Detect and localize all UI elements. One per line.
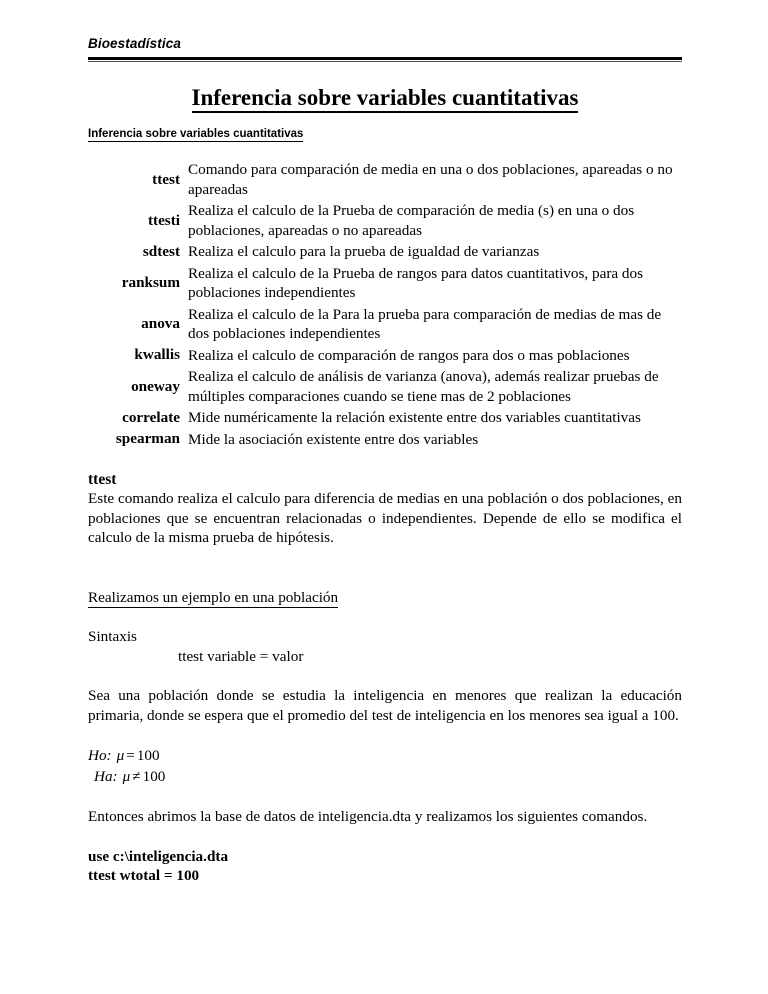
command-name-cell: oneway: [131, 377, 180, 395]
command-table-body: [88, 159, 682, 450]
command-description-cell: Mide numéricamente la relación existente entre dos variables cuantitativas: [188, 409, 641, 426]
command-description-cell: Realiza el calculo de análisis de varianza (anova), además realizar pruebas de múltiples comparaciones cuando se tiene mas de 2 poblaciones: [188, 368, 659, 405]
table-row: [88, 159, 682, 200]
table-row: [88, 304, 682, 345]
alternative-hypothesis-label: Ha:: [94, 768, 118, 785]
command-name-cell: correlate: [122, 408, 180, 426]
example-context-paragraph: Sea una población donde se estudia la inteligencia en menores que realizan la educación primaria, donde se espera que el promedio del test de inteligencia en los menores sea igual a 100.: [88, 687, 682, 724]
command-description-cell: Mide la asociación existente entre dos variables: [188, 430, 479, 448]
example-section-heading: [88, 588, 682, 608]
command-line-use: use c:\inteligencia.dta: [88, 847, 229, 865]
table-row: [88, 429, 682, 451]
null-hypothesis-parameter: μ: [116, 747, 125, 764]
command-name-cell: anova: [141, 315, 180, 332]
document-page: [88, 0, 682, 886]
spacer: [88, 725, 682, 745]
table-row: [88, 263, 682, 304]
syntax-label: [88, 627, 682, 647]
syntax-label-text: Sintaxis: [88, 628, 137, 645]
null-hypothesis-value: 100: [136, 747, 160, 764]
null-hypothesis-operator: =: [126, 747, 135, 764]
command-reference-table: [88, 159, 682, 450]
spacer: [88, 787, 682, 807]
table-row: [88, 407, 682, 429]
command-name-cell: spearman: [115, 430, 180, 448]
command-description-cell: Realiza el calculo de la Para la prueba para comparación de medias de mas de dos poblaciones independientes: [188, 305, 662, 342]
spacer: [88, 548, 682, 588]
null-hypothesis-label: Ho:: [88, 747, 112, 764]
command-name-cell: sdtest: [142, 242, 180, 260]
ttest-section-heading: ttest: [88, 471, 117, 488]
command-description-cell: Comando para comparación de media en una o dos poblaciones, apareadas o no apareadas: [188, 161, 673, 198]
command-description-cell: Realiza el calculo de la Prueba de rangos para datos cuantitativos, para dos poblaciones independientes: [188, 264, 644, 301]
command-name-cell: ranksum: [121, 274, 180, 291]
command-description-cell: Realiza el calculo para la prueba de igualdad de varianzas: [188, 243, 540, 260]
command-line-ttest: ttest wtotal = 100: [88, 867, 200, 884]
section-subtitle-text: Inferencia sobre variables cuantitativas: [88, 128, 304, 140]
table-row: [88, 345, 682, 367]
running-header: Bioestadística: [88, 36, 181, 51]
instruction-paragraph: Entonces abrimos la base de datos de inteligencia.dta y realizamos los siguientes comandos.: [88, 808, 648, 825]
syntax-code-line: ttest variable = valor: [178, 647, 304, 665]
table-row: [88, 241, 682, 263]
alternative-hypothesis-value: 100: [142, 768, 166, 785]
table-row: [88, 366, 682, 407]
spacer: [88, 827, 682, 847]
header-divider-rule: [88, 57, 682, 62]
command-name-cell: kwallis: [134, 346, 180, 364]
spacer: [88, 666, 682, 686]
page-title: [88, 84, 682, 111]
alternative-hypothesis: [88, 766, 682, 787]
null-hypothesis: [88, 745, 682, 766]
alternative-hypothesis-operator: ≠: [132, 768, 141, 785]
table-row: [88, 200, 682, 241]
command-name-cell: ttesti: [147, 211, 180, 229]
page-title-text: Inferencia sobre variables cuantitativas: [192, 85, 579, 113]
command-name-cell: ttest: [152, 170, 180, 188]
spacer: [88, 607, 682, 627]
alternative-hypothesis-parameter: μ: [122, 768, 131, 785]
section-subtitle: [88, 127, 682, 141]
command-description-cell: Realiza el calculo de la Prueba de comparación de media (s) en una o dos poblaciones, apareadas o no apareadas: [188, 202, 635, 239]
example-section-heading-text: Realizamos un ejemplo en una población: [88, 588, 339, 606]
command-description-cell: Realiza el calculo de comparación de rangos para dos o mas poblaciones: [188, 346, 630, 364]
ttest-section-paragraph: Este comando realiza el calculo para diferencia de medias en una población o dos poblaciones, en poblaciones que se encuentran relacionadas o independientes. Depende de ello se modifica el calculo de la misma prueba de hipótesis.: [88, 490, 682, 546]
